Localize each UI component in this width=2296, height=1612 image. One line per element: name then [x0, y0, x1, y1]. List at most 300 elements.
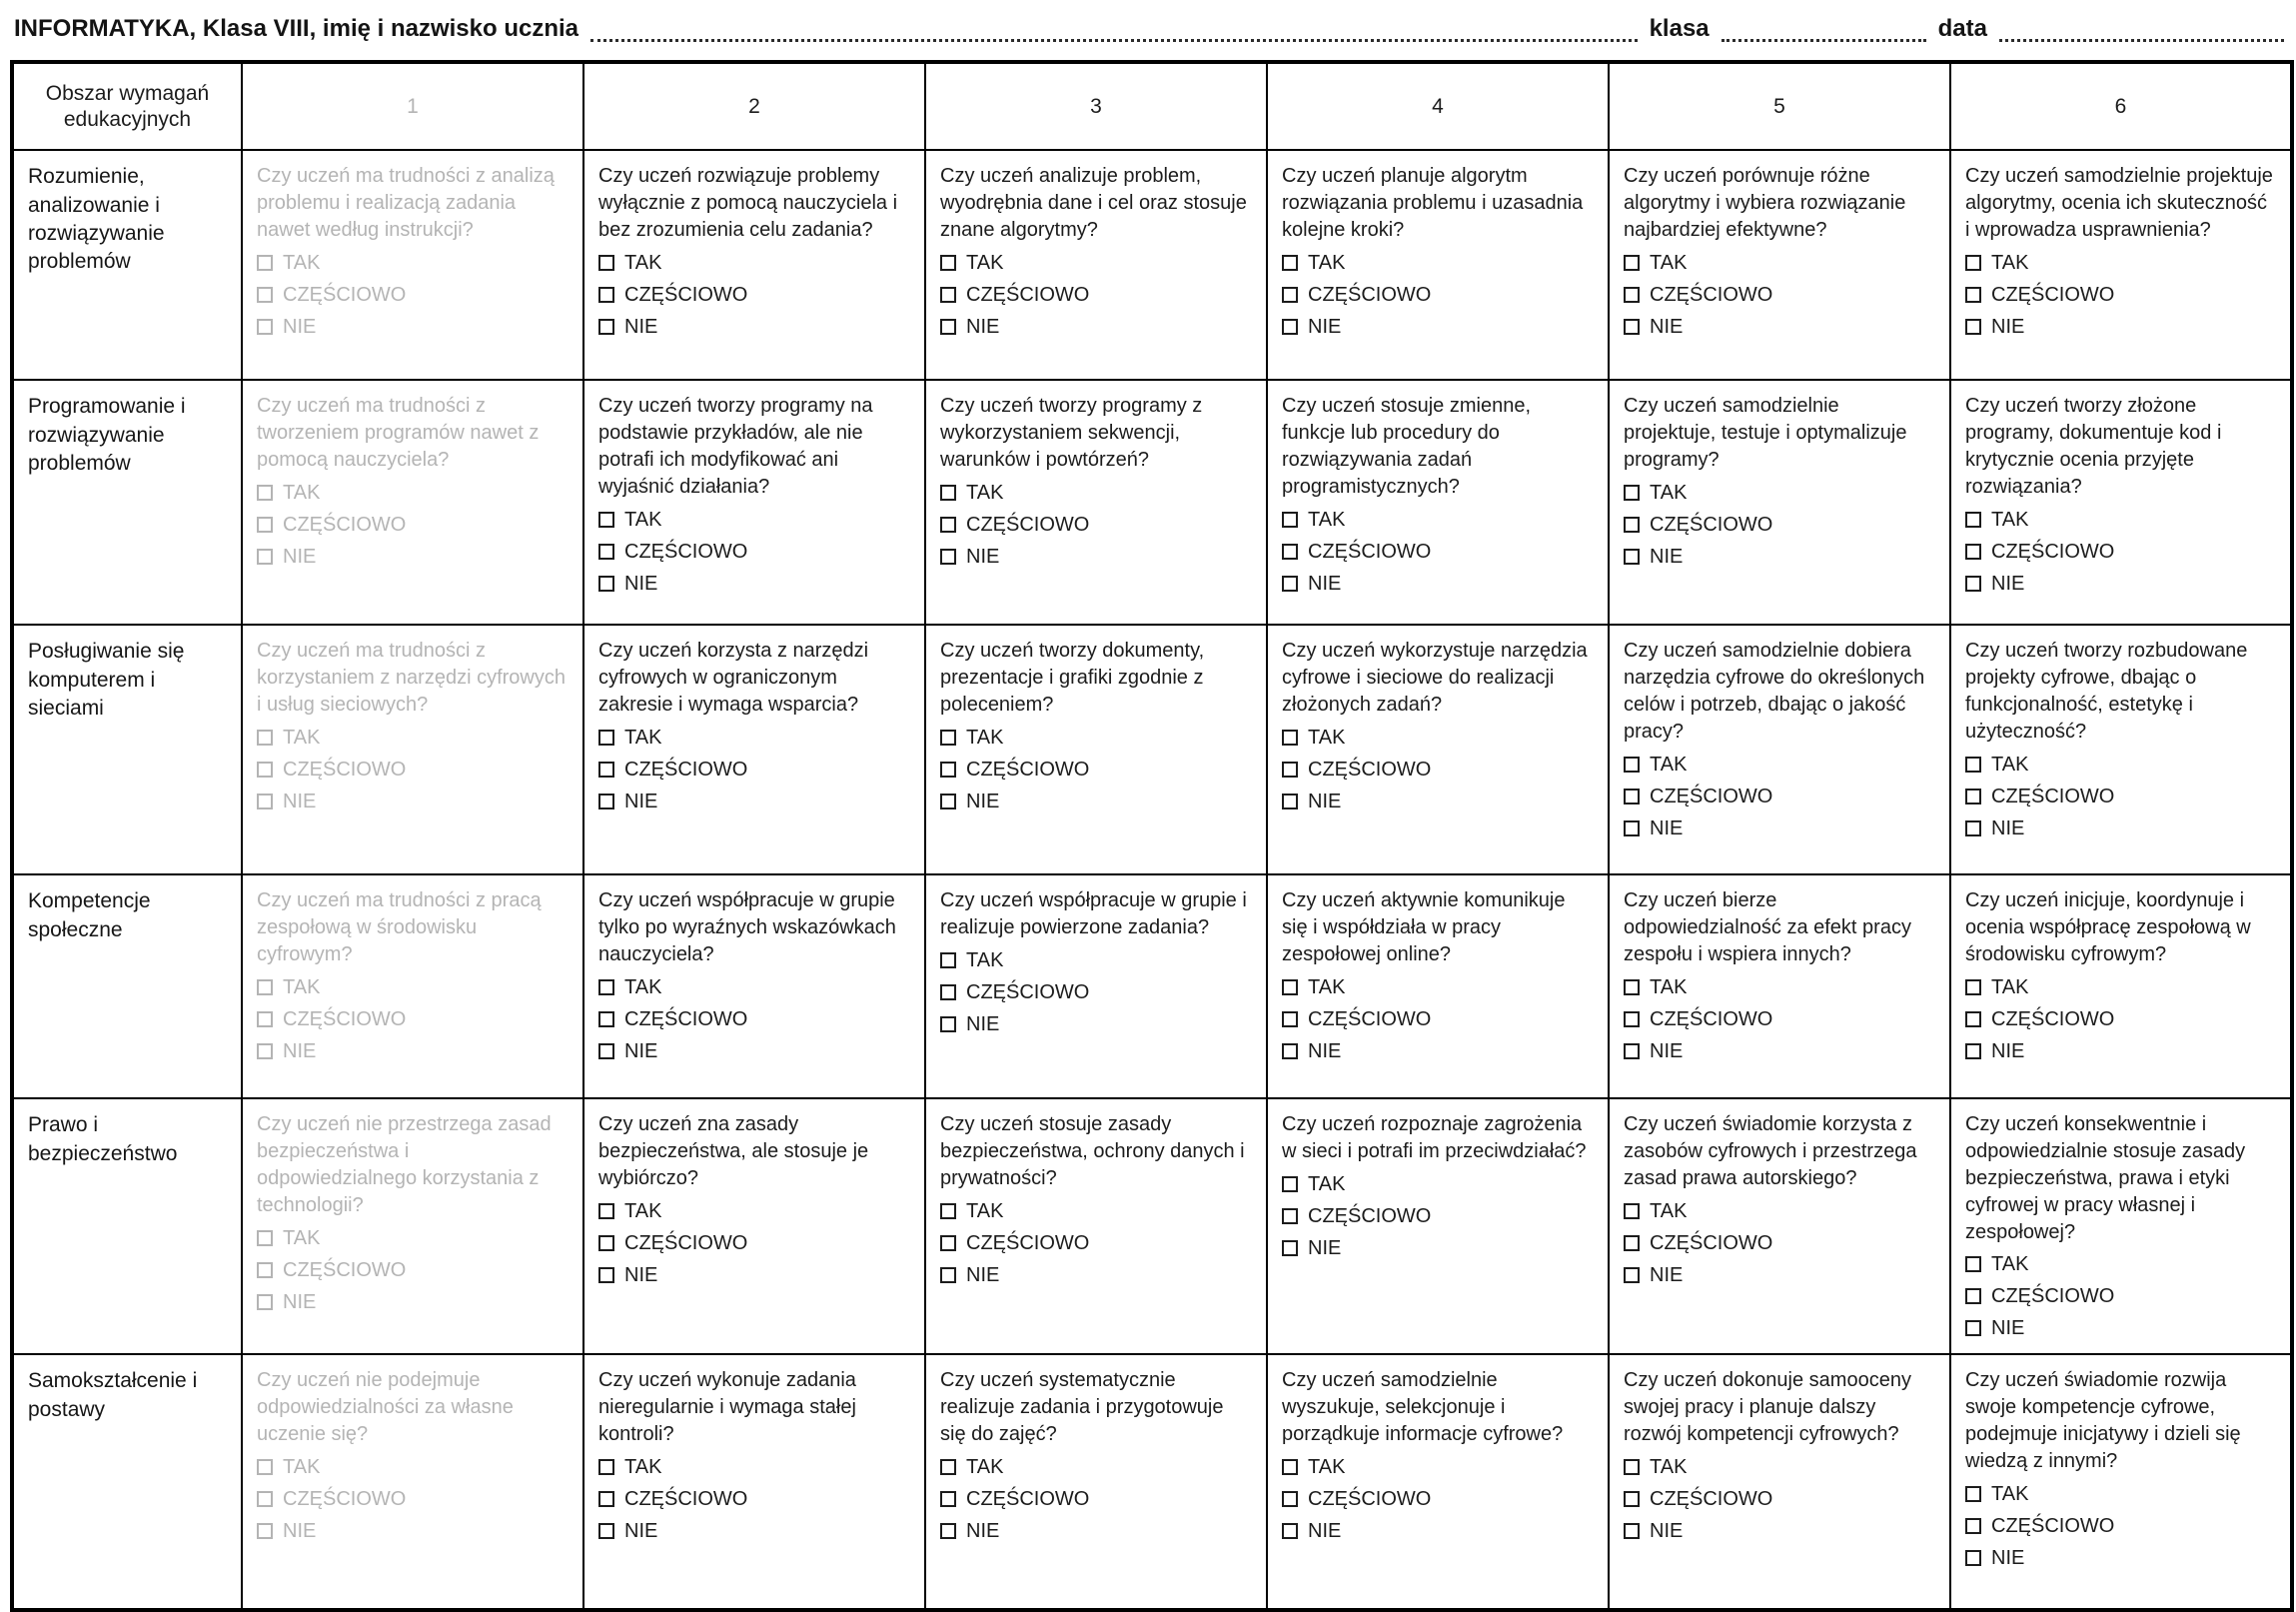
checkbox-label: NIE	[1308, 572, 1342, 595]
table-row	[12, 1354, 2292, 1610]
checkbox-option-nie	[1282, 789, 1594, 814]
checkbox-label: CZĘŚCIOWO	[1991, 1514, 2115, 1537]
checkbox-label: CZĘŚCIOWO	[966, 980, 1090, 1003]
checkbox-option-czesciowo	[257, 757, 569, 783]
checkbox-icon	[940, 287, 956, 303]
checkbox-label: CZĘŚCIOWO	[1650, 785, 1773, 807]
checkbox-icon	[598, 794, 614, 809]
checkbox-label: CZĘŚCIOWO	[624, 1007, 748, 1030]
checkbox-icon	[257, 485, 273, 501]
checkbox-option-nie	[257, 789, 569, 814]
checkbox-option-nie	[940, 1262, 1252, 1288]
checkbox-icon	[1282, 979, 1298, 995]
checkbox-label: CZĘŚCIOWO	[283, 283, 407, 306]
checkbox-label: TAK	[283, 251, 321, 274]
checkbox-icon	[1965, 1288, 1981, 1304]
checkbox-icon	[257, 1011, 273, 1027]
checkbox-label: TAK	[966, 1199, 1004, 1222]
checkbox-label: CZĘŚCIOWO	[1991, 1007, 2115, 1030]
area-label: Programowanie i rozwiązywanie problemów	[12, 380, 242, 625]
checkbox-icon	[598, 1523, 614, 1539]
checkbox-option-tak	[1624, 752, 1935, 778]
checkbox-option-czesciowo	[257, 512, 569, 538]
checkbox-option-nie	[598, 571, 910, 597]
student-name-fill-line	[590, 18, 1638, 42]
checkbox-icon	[257, 319, 273, 335]
checkbox-label: CZĘŚCIOWO	[283, 758, 407, 781]
column-header-level-2: 2	[583, 62, 925, 150]
data-fill-line	[1999, 18, 2284, 42]
checkbox-label: CZĘŚCIOWO	[283, 513, 407, 536]
checkbox-option-nie	[598, 1518, 910, 1544]
checkbox-option-czesciowo	[1965, 784, 2276, 809]
checkbox-icon	[257, 794, 273, 809]
checkbox-label: CZĘŚCIOWO	[966, 1231, 1090, 1254]
column-header-level-6: 6	[1950, 62, 2292, 150]
checkbox-option-tak	[257, 1454, 569, 1480]
checkbox-label: CZĘŚCIOWO	[624, 540, 748, 563]
checkbox-label: TAK	[1650, 251, 1688, 274]
checkbox-icon	[598, 1043, 614, 1059]
question-cell-level-4	[1267, 150, 1609, 380]
checkbox-option-czesciowo	[1624, 1006, 1935, 1032]
question-cell-level-4	[1267, 625, 1609, 874]
checkbox-option-nie	[1282, 1038, 1594, 1064]
checkbox-label: CZĘŚCIOWO	[1308, 283, 1432, 306]
checkbox-icon	[1282, 1523, 1298, 1539]
checkbox-label: TAK	[966, 481, 1004, 504]
checkbox-option-czesciowo	[1282, 539, 1594, 565]
question-text: Czy uczeń samodzielnie projektuje algorytmy, ocenia ich skuteczność i wprowadza usprawnienia?	[1965, 165, 2273, 241]
checkbox-option-nie	[1965, 1315, 2276, 1341]
checkbox-option-nie	[257, 314, 569, 340]
question-cell-level-5	[1609, 625, 1950, 874]
checkbox-option-tak	[1965, 974, 2276, 1000]
checkbox-option-tak	[257, 974, 569, 1000]
checkbox-option-tak	[1624, 1454, 1935, 1480]
checkbox-icon	[1965, 979, 1981, 995]
checkbox-label: NIE	[1991, 1546, 2025, 1569]
question-text: Czy uczeń bierze odpowiedzialność za efekt pracy zespołu i wspiera innych?	[1624, 889, 1911, 965]
checkbox-label: NIE	[1308, 1236, 1342, 1259]
checkbox-option-czesciowo	[940, 1230, 1252, 1256]
checkbox-option-nie	[1282, 1518, 1594, 1544]
column-header-level-3: 3	[925, 62, 1267, 150]
question-text: Czy uczeń tworzy programy na podstawie przykładów, ale nie potrafi ich modyfikować ani wyjaśnić działania?	[598, 395, 873, 498]
question-cell-level-2	[583, 1354, 925, 1610]
question-text: Czy uczeń stosuje zasady bezpieczeństwa, ochrony danych i prywatności?	[940, 1113, 1245, 1189]
checkbox-option-nie	[940, 1518, 1252, 1544]
checkbox-icon	[1624, 979, 1640, 995]
checkbox-icon	[1965, 544, 1981, 560]
checkbox-icon	[598, 1203, 614, 1219]
question-text: Czy uczeń współpracuje w grupie tylko po wyraźnych wskazówkach nauczyciela?	[598, 889, 896, 965]
question-text: Czy uczeń konsekwentnie i odpowiedzialnie stosuje zasady bezpieczeństwa, prawa i etyki cyfrowej w pracy własnej i zespołowej?	[1965, 1113, 2246, 1243]
checkbox-option-nie	[598, 314, 910, 340]
question-text: Czy uczeń nie podejmuje odpowiedzialności za własne uczenie się?	[257, 1369, 514, 1445]
checkbox-label: CZĘŚCIOWO	[283, 1258, 407, 1281]
checkbox-option-tak	[598, 1198, 910, 1224]
checkbox-label: NIE	[966, 315, 1000, 338]
table-body	[12, 150, 2292, 1610]
checkbox-icon	[940, 1016, 956, 1032]
question-text: Czy uczeń tworzy programy z wykorzystaniem sekwencji, warunków i powtórzeń?	[940, 395, 1203, 471]
checkbox-label: TAK	[283, 1226, 321, 1249]
checkbox-icon	[1624, 1043, 1640, 1059]
question-cell-level-3	[925, 874, 1267, 1098]
checkbox-option-tak	[1282, 250, 1594, 276]
checkbox-icon	[940, 1267, 956, 1283]
checkbox-icon	[257, 1043, 273, 1059]
form-header	[10, 8, 2288, 60]
table-row	[12, 1098, 2292, 1354]
checkbox-label: TAK	[1650, 753, 1688, 776]
checkbox-label: NIE	[1650, 315, 1684, 338]
checkbox-option-czesciowo	[257, 282, 569, 308]
question-text: Czy uczeń korzysta z narzędzi cyfrowych w ograniczonym zakresie i wymaga wsparcia?	[598, 640, 869, 716]
checkbox-icon	[940, 1459, 956, 1475]
checkbox-icon	[1965, 1043, 1981, 1059]
checkbox-icon	[1965, 1518, 1981, 1534]
checkbox-label: TAK	[624, 726, 662, 749]
checkbox-option-czesciowo	[940, 1486, 1252, 1512]
checkbox-label: TAK	[1991, 508, 2029, 531]
question-text: Czy uczeń samodzielnie wyszukuje, selekcjonuje i porządkuje informacje cyfrowe?	[1282, 1369, 1564, 1445]
checkbox-icon	[1624, 1491, 1640, 1507]
checkbox-option-tak	[598, 1454, 910, 1480]
checkbox-option-nie	[1965, 1545, 2276, 1571]
checkbox-label: NIE	[1650, 816, 1684, 839]
question-text: Czy uczeń świadomie korzysta z zasobów cyfrowych i przestrzega zasad prawa autorskiego?	[1624, 1113, 1917, 1189]
checkbox-label: TAK	[1991, 975, 2029, 998]
checkbox-option-czesciowo	[1965, 1283, 2276, 1309]
checkbox-option-nie	[598, 789, 910, 814]
checkbox-label: TAK	[1650, 1199, 1688, 1222]
checkbox-label: NIE	[624, 790, 658, 812]
question-text: Czy uczeń wykonuje zadania nieregularnie i wymaga stałej kontroli?	[598, 1369, 856, 1445]
question-cell-level-4	[1267, 380, 1609, 625]
question-text: Czy uczeń tworzy złożone programy, dokumentuje kod i krytycznie ocenia przyjęte rozwiązania?	[1965, 395, 2222, 498]
checkbox-label: CZĘŚCIOWO	[624, 1231, 748, 1254]
checkbox-label: TAK	[1650, 975, 1688, 998]
question-cell-level-2	[583, 874, 925, 1098]
checkbox-icon	[1624, 820, 1640, 836]
column-header-level-5: 5	[1609, 62, 1950, 150]
checkbox-label: NIE	[624, 1039, 658, 1062]
checkbox-option-nie	[1965, 314, 2276, 340]
checkbox-option-nie	[1624, 1518, 1935, 1544]
klasa-fill-line	[1722, 18, 1926, 42]
checkbox-icon	[1624, 517, 1640, 533]
question-cell-level-4	[1267, 874, 1609, 1098]
checkbox-option-czesciowo	[1965, 1006, 2276, 1032]
checkbox-icon	[257, 1230, 273, 1246]
checkbox-icon	[257, 1523, 273, 1539]
checkbox-label: CZĘŚCIOWO	[283, 1007, 407, 1030]
checkbox-label: CZĘŚCIOWO	[1991, 785, 2115, 807]
checkbox-icon	[940, 517, 956, 533]
question-cell-level-3	[925, 625, 1267, 874]
checkbox-label: TAK	[283, 726, 321, 749]
checkbox-icon	[1965, 1550, 1981, 1566]
checkbox-label: CZĘŚCIOWO	[624, 758, 748, 781]
table-row	[12, 874, 2292, 1098]
question-cell-level-3	[925, 380, 1267, 625]
checkbox-label: NIE	[1991, 1039, 2025, 1062]
checkbox-option-tak	[1965, 752, 2276, 778]
checkbox-label: CZĘŚCIOWO	[1991, 283, 2115, 306]
checkbox-label: TAK	[283, 975, 321, 998]
checkbox-option-tak	[1624, 250, 1935, 276]
checkbox-label: TAK	[1991, 251, 2029, 274]
checkbox-label: NIE	[283, 1290, 317, 1313]
checkbox-option-czesciowo	[1282, 282, 1594, 308]
question-cell-level-6	[1950, 874, 2292, 1098]
checkbox-option-nie	[1624, 314, 1935, 340]
header-row	[12, 62, 2292, 150]
column-header-level-1: 1	[242, 62, 583, 150]
checkbox-option-tak	[1282, 1171, 1594, 1197]
checkbox-option-nie	[1965, 815, 2276, 841]
checkbox-icon	[1282, 255, 1298, 271]
checkbox-option-tak	[1965, 1481, 2276, 1507]
checkbox-icon	[940, 549, 956, 565]
checkbox-option-tak	[1965, 507, 2276, 533]
checkbox-option-czesciowo	[598, 282, 910, 308]
checkbox-option-czesciowo	[1624, 784, 1935, 809]
checkbox-option-czesciowo	[257, 1006, 569, 1032]
checkbox-option-czesciowo	[598, 539, 910, 565]
checkbox-option-czesciowo	[1965, 1513, 2276, 1539]
checkbox-label: TAK	[1991, 753, 2029, 776]
question-cell-level-4	[1267, 1098, 1609, 1354]
checkbox-icon	[1282, 730, 1298, 746]
checkbox-option-tak	[940, 1454, 1252, 1480]
checkbox-option-tak	[598, 250, 910, 276]
table-header	[12, 62, 2292, 150]
checkbox-label: NIE	[1991, 1317, 2025, 1340]
checkbox-icon	[257, 979, 273, 995]
checkbox-label: TAK	[966, 1455, 1004, 1478]
checkbox-option-czesciowo	[1624, 512, 1935, 538]
checkbox-label: CZĘŚCIOWO	[1991, 1285, 2115, 1308]
checkbox-label: TAK	[283, 481, 321, 504]
checkbox-icon	[940, 1523, 956, 1539]
checkbox-label: NIE	[966, 790, 1000, 812]
checkbox-label: NIE	[1991, 572, 2025, 595]
checkbox-label: TAK	[283, 1455, 321, 1478]
checkbox-option-nie	[940, 1011, 1252, 1037]
checkbox-label: NIE	[1650, 1263, 1684, 1286]
area-label: Posługiwanie się komputerem i sieciami	[12, 625, 242, 874]
table-row	[12, 380, 2292, 625]
question-cell-level-6	[1950, 1098, 2292, 1354]
checkbox-icon	[598, 319, 614, 335]
checkbox-label: CZĘŚCIOWO	[1650, 513, 1773, 536]
checkbox-option-nie	[940, 314, 1252, 340]
checkbox-icon	[598, 1011, 614, 1027]
checkbox-option-tak	[598, 974, 910, 1000]
area-label: Kompetencje społeczne	[12, 874, 242, 1098]
question-text: Czy uczeń wykorzystuje narzędzia cyfrowe i sieciowe do realizacji złożonych zadań?	[1282, 640, 1588, 716]
checkbox-icon	[1624, 1203, 1640, 1219]
question-text: Czy uczeń aktywnie komunikuje się i współdziała w pracy zespołowej online?	[1282, 889, 1566, 965]
checkbox-label: CZĘŚCIOWO	[1308, 758, 1432, 781]
question-cell-level-5	[1609, 380, 1950, 625]
checkbox-icon	[1624, 1523, 1640, 1539]
checkbox-icon	[1282, 1240, 1298, 1256]
checkbox-icon	[1965, 576, 1981, 592]
table-row	[12, 150, 2292, 380]
checkbox-icon	[1624, 549, 1640, 565]
checkbox-label: TAK	[966, 251, 1004, 274]
checkbox-icon	[257, 1294, 273, 1310]
question-text: Czy uczeń ma trudności z tworzeniem programów nawet z pomocą nauczyciela?	[257, 395, 540, 471]
checkbox-option-tak	[940, 947, 1252, 973]
checkbox-icon	[1624, 1267, 1640, 1283]
checkbox-icon	[257, 762, 273, 778]
checkbox-option-nie	[1282, 314, 1594, 340]
checkbox-icon	[257, 255, 273, 271]
checkbox-label: TAK	[1991, 1253, 2029, 1276]
checkbox-label: TAK	[624, 1455, 662, 1478]
question-cell-level-6	[1950, 625, 2292, 874]
checkbox-option-tak	[1624, 480, 1935, 506]
checkbox-option-tak	[598, 725, 910, 751]
checkbox-option-tak	[1282, 974, 1594, 1000]
question-text: Czy uczeń ma trudności z korzystaniem z narzędzi cyfrowych i usług sieciowych?	[257, 640, 566, 716]
checkbox-label: CZĘŚCIOWO	[1650, 1487, 1773, 1510]
checkbox-icon	[1965, 1486, 1981, 1502]
checkbox-label: TAK	[1650, 481, 1688, 504]
checkbox-label: NIE	[966, 1519, 1000, 1542]
checkbox-option-czesciowo	[598, 1230, 910, 1256]
checkbox-icon	[1282, 544, 1298, 560]
checkbox-icon	[1282, 1208, 1298, 1224]
checkbox-icon	[940, 1203, 956, 1219]
checkbox-label: CZĘŚCIOWO	[624, 283, 748, 306]
checkbox-label: CZĘŚCIOWO	[1650, 1231, 1773, 1254]
checkbox-icon	[1624, 485, 1640, 501]
checkbox-label: CZĘŚCIOWO	[1650, 283, 1773, 306]
question-cell-level-5	[1609, 1098, 1950, 1354]
checkbox-label: NIE	[283, 1039, 317, 1062]
checkbox-label: NIE	[283, 315, 317, 338]
checkbox-icon	[1965, 319, 1981, 335]
checkbox-option-czesciowo	[1624, 1486, 1935, 1512]
checkbox-option-czesciowo	[1624, 282, 1935, 308]
question-cell-level-2	[583, 625, 925, 874]
checkbox-label: NIE	[1650, 1519, 1684, 1542]
question-text: Czy uczeń zna zasady bezpieczeństwa, ale stosuje je wybiórczo?	[598, 1113, 869, 1189]
checkbox-option-tak	[598, 507, 910, 533]
checkbox-icon	[1624, 1235, 1640, 1251]
checkbox-option-tak	[940, 250, 1252, 276]
checkbox-icon	[1624, 1459, 1640, 1475]
checkbox-icon	[940, 730, 956, 746]
checkbox-label: TAK	[1308, 726, 1346, 749]
checkbox-icon	[1965, 757, 1981, 773]
checkbox-icon	[1282, 287, 1298, 303]
question-cell-level-3	[925, 1354, 1267, 1610]
checkbox-icon	[1624, 255, 1640, 271]
checkbox-label: NIE	[624, 1263, 658, 1286]
checkbox-label: TAK	[1650, 1455, 1688, 1478]
checkbox-option-nie	[940, 544, 1252, 570]
checkbox-icon	[598, 1459, 614, 1475]
checkbox-label: CZĘŚCIOWO	[966, 758, 1090, 781]
checkbox-option-tak	[1624, 1198, 1935, 1224]
checkbox-icon	[1965, 820, 1981, 836]
question-cell-level-5	[1609, 1354, 1950, 1610]
checkbox-icon	[1282, 762, 1298, 778]
question-text: Czy uczeń samodzielnie projektuje, testuje i optymalizuje programy?	[1624, 395, 1907, 471]
question-cell-level-3	[925, 150, 1267, 380]
checkbox-option-czesciowo	[1282, 757, 1594, 783]
question-text: Czy uczeń rozwiązuje problemy wyłącznie z pomocą nauczyciela i bez zrozumienia celu zadania?	[598, 165, 898, 241]
checkbox-option-tak	[1965, 1251, 2276, 1277]
checkbox-icon	[1282, 1011, 1298, 1027]
question-text: Czy uczeń rozpoznaje zagrożenia w sieci i potrafi im przeciwdziałać?	[1282, 1113, 1587, 1163]
checkbox-icon	[1624, 789, 1640, 805]
checkbox-icon	[598, 979, 614, 995]
question-text: Czy uczeń współpracuje w grupie i realizuje powierzone zadania?	[940, 889, 1247, 939]
checkbox-label: NIE	[966, 545, 1000, 568]
area-label: Prawo i bezpieczeństwo	[12, 1098, 242, 1354]
checkbox-icon	[940, 762, 956, 778]
checkbox-icon	[1965, 255, 1981, 271]
checkbox-icon	[598, 1267, 614, 1283]
checkbox-option-tak	[1624, 974, 1935, 1000]
checkbox-option-tak	[257, 480, 569, 506]
checkbox-option-nie	[257, 1038, 569, 1064]
checkbox-icon	[598, 730, 614, 746]
checkbox-icon	[598, 1235, 614, 1251]
checkbox-label: TAK	[624, 1199, 662, 1222]
checkbox-option-czesciowo	[940, 979, 1252, 1005]
checkbox-option-czesciowo	[1965, 539, 2276, 565]
checkbox-label: NIE	[966, 1012, 1000, 1035]
checkbox-option-tak	[257, 725, 569, 751]
checkbox-option-nie	[940, 789, 1252, 814]
question-text: Czy uczeń ma trudności z pracą zespołową w środowisku cyfrowym?	[257, 889, 542, 965]
question-text: Czy uczeń świadomie rozwija swoje kompetencje cyfrowe, podejmuje inicjatywy i dzieli się wiedzą z innymi?	[1965, 1369, 2241, 1472]
question-cell-level-6	[1950, 380, 2292, 625]
checkbox-label: CZĘŚCIOWO	[966, 513, 1090, 536]
checkbox-icon	[1965, 789, 1981, 805]
checkbox-label: TAK	[1308, 1455, 1346, 1478]
checkbox-option-tak	[1282, 507, 1594, 533]
checkbox-icon	[1282, 1459, 1298, 1475]
checkbox-option-tak	[257, 1225, 569, 1251]
question-text: Czy uczeń dokonuje samooceny swojej pracy i planuje dalszy rozwój kompetencji cyfrowych?	[1624, 1369, 1911, 1445]
checkbox-label: TAK	[624, 508, 662, 531]
checkbox-label: TAK	[1308, 508, 1346, 531]
checkbox-label: TAK	[1308, 975, 1346, 998]
checkbox-option-nie	[598, 1262, 910, 1288]
question-cell-level-6	[1950, 1354, 2292, 1610]
checkbox-option-tak	[257, 250, 569, 276]
question-text: Czy uczeń systematycznie realizuje zadania i przygotowuje się do zajęć?	[940, 1369, 1224, 1445]
checkbox-label: NIE	[1308, 315, 1342, 338]
checkbox-label: NIE	[624, 572, 658, 595]
checkbox-option-czesciowo	[1965, 282, 2276, 308]
checkbox-label: TAK	[624, 975, 662, 998]
checkbox-label: NIE	[1308, 790, 1342, 812]
checkbox-option-czesciowo	[598, 1006, 910, 1032]
checkbox-option-czesciowo	[940, 512, 1252, 538]
checkbox-icon	[598, 512, 614, 528]
